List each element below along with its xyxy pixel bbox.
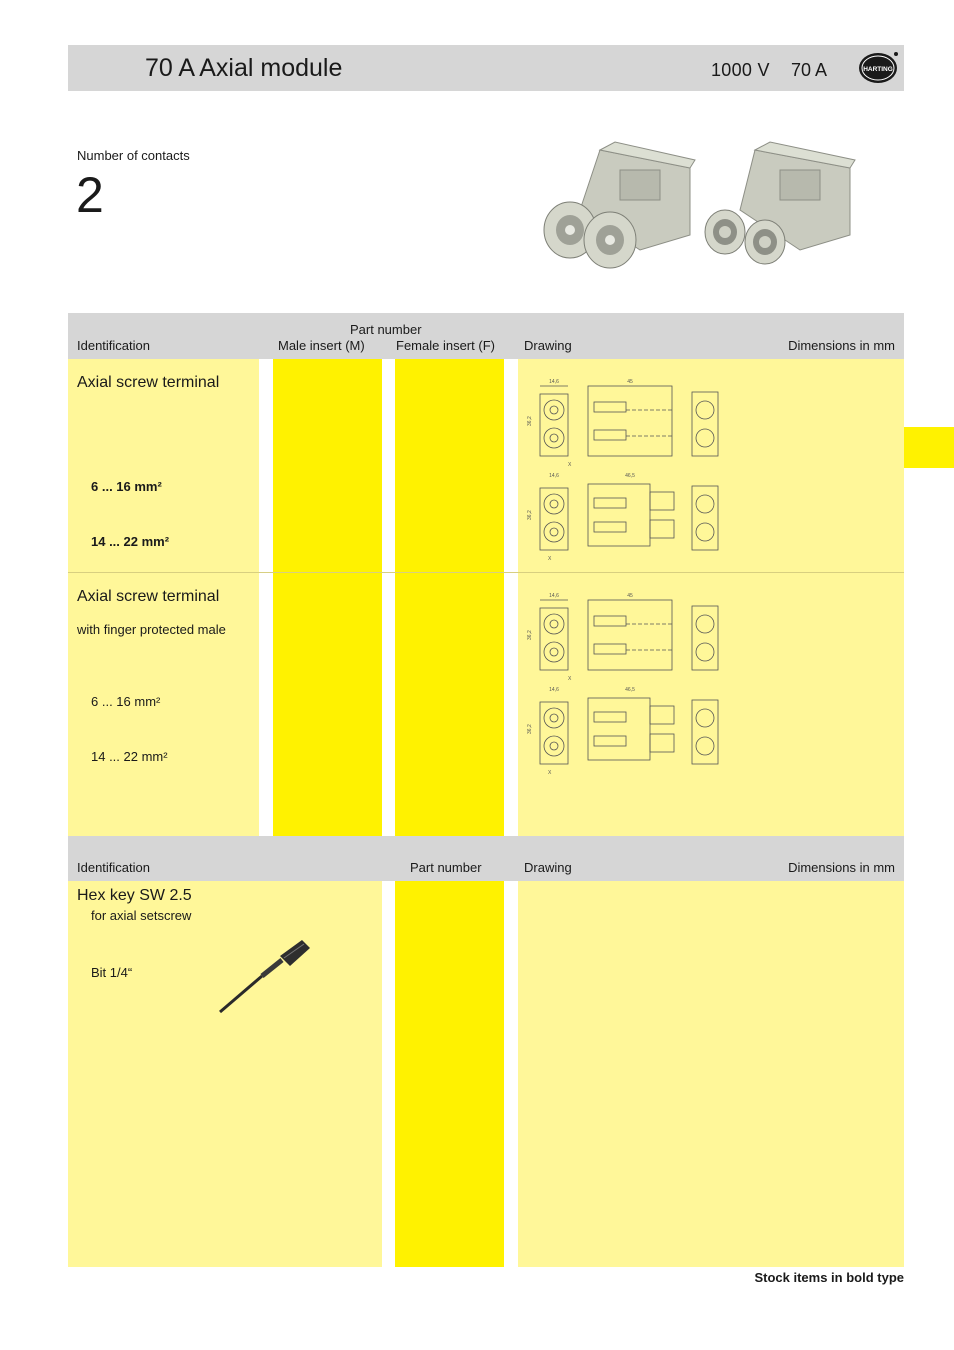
section-index-tab[interactable]	[904, 427, 954, 468]
voltage-rating: 1000 V	[711, 60, 770, 80]
male-insert-photo	[540, 140, 700, 270]
harting-logo	[858, 49, 900, 87]
dim-height-label: 36,2	[527, 510, 533, 520]
drawing-section2-variant1	[526, 590, 726, 682]
female-insert-photo	[700, 140, 860, 270]
dim-height-label: 36,2	[527, 630, 533, 640]
table2-drawing-column	[518, 881, 904, 1267]
table1-male-column	[273, 359, 382, 836]
section2-subtitle: with finger protected male	[77, 622, 226, 637]
dim-width-label: 14,6	[549, 473, 559, 479]
dim-x-label: X	[548, 770, 552, 776]
dim-width-label: 14,6	[549, 379, 559, 385]
dim-length-label: 45	[627, 593, 633, 599]
table2-drawing-heading: Drawing	[524, 860, 572, 875]
dim-length-label: 46,5	[625, 473, 635, 479]
hex-key-bit-photo	[212, 936, 316, 1018]
dim-x-label: X	[548, 556, 552, 562]
contacts-label: Number of contacts	[77, 148, 190, 163]
table1-part-number-heading: Part number	[350, 322, 422, 337]
section1-title: Axial screw terminal	[77, 374, 220, 391]
dim-width-label: 14,6	[549, 593, 559, 599]
table1-female-heading: Female insert (F)	[396, 338, 495, 353]
drawing-section1-variant1	[526, 376, 726, 468]
table2-part-number-heading: Part number	[410, 860, 482, 875]
table1-identification-heading: Identification	[77, 338, 150, 353]
hex-key-subtitle: for axial setscrew	[91, 908, 192, 923]
table1-male-heading: Male insert (M)	[278, 338, 365, 353]
section2-title: Axial screw terminal	[77, 588, 220, 605]
stock-items-note: Stock items in bold type	[754, 1270, 904, 1285]
dim-length-label: 45	[627, 379, 633, 385]
drawing-section1-variant2	[526, 470, 726, 562]
section1-range-2: 14 ... 22 mm²	[91, 534, 170, 549]
page-title: 70 A Axial module	[145, 54, 343, 82]
dim-x-label: X	[568, 462, 572, 468]
table1-row-divider	[68, 572, 904, 573]
table1-female-column	[395, 359, 504, 836]
logo-text: HARTING	[863, 66, 893, 73]
section2-range-1: 6 ... 16 mm²	[91, 694, 161, 709]
hex-key-bit-size: Bit 1/4“	[91, 965, 133, 980]
dim-height-label: 36,2	[527, 724, 533, 734]
table2-part-number-column	[395, 881, 504, 1267]
section1-range-1: 6 ... 16 mm²	[91, 479, 162, 494]
contacts-count: 2	[76, 167, 104, 223]
dim-width-label: 14,6	[549, 687, 559, 693]
hex-key-title: Hex key SW 2.5	[77, 887, 192, 904]
dim-x-label: X	[568, 676, 572, 682]
table2-dimensions-heading: Dimensions in mm	[788, 860, 895, 875]
table2-identification-heading: Identification	[77, 860, 150, 875]
dim-height-label: 36,2	[527, 416, 533, 426]
section2-range-2: 14 ... 22 mm²	[91, 749, 168, 764]
dim-length-label: 46,5	[625, 687, 635, 693]
table2-header	[68, 836, 904, 881]
table1-drawing-heading: Drawing	[524, 338, 572, 353]
current-rating: 70 A	[791, 60, 828, 80]
table1-dimensions-heading: Dimensions in mm	[788, 338, 895, 353]
drawing-section2-variant2	[526, 684, 726, 776]
